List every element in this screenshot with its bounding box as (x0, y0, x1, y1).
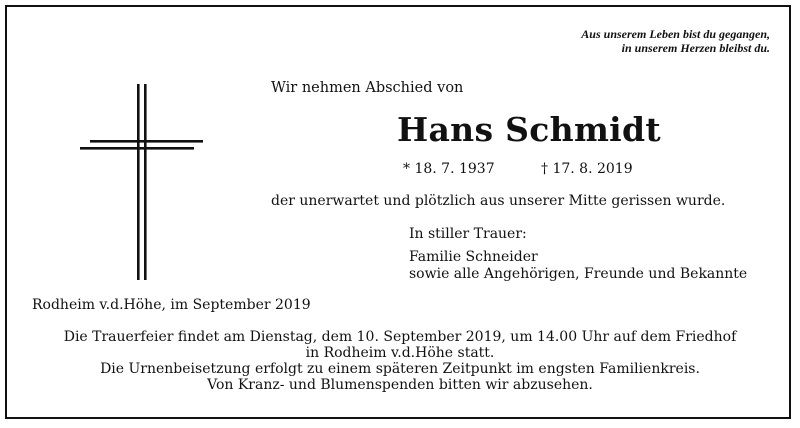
passing-text: der unerwartet und plötzlich aus unserer Mitte gerissen wurde. (271, 193, 726, 209)
cross-horizontal-beam-top (90, 140, 203, 143)
notice-line-4: Von Kranz- und Blumenspenden bitten wir abzusehen. (207, 377, 593, 393)
deceased-name: Hans Schmidt (397, 110, 661, 149)
notice-line-3: Die Urnenbeisetzung erfolgt zu einem späteren Zeitpunkt im engsten Familienkreis. (100, 361, 700, 377)
cross-vertical-beam-right (144, 84, 147, 280)
notice-line-1: Die Trauerfeier findet am Dienstag, dem 10. September 2019, um 14.00 Uhr auf dem Friedhof (63, 329, 737, 345)
funeral-notice (20, 329, 780, 393)
mourners-others: sowie alle Angehörigen, Freunde und Bekannte (409, 266, 748, 282)
cross-horizontal-beam-bottom (80, 147, 194, 150)
cross-vertical-beam-left (137, 84, 140, 280)
mourners-family: Familie Schneider (409, 249, 538, 265)
motto (450, 27, 770, 55)
intro-text: Wir nehmen Abschied von (271, 80, 464, 96)
cross-icon (80, 84, 206, 280)
death-date: † 17. 8. 2019 (541, 161, 633, 177)
place-date: Rodheim v.d.Höhe, im September 2019 (32, 297, 311, 313)
birth-date: * 18. 7. 1937 (403, 161, 495, 177)
motto-line-2: in unserem Herzen bleibst du. (621, 41, 770, 55)
notice-line-2: in Rodheim v.d.Höhe statt. (305, 345, 495, 361)
mourners-block (409, 226, 747, 283)
mourners-heading: In stiller Trauer: (409, 226, 527, 242)
motto-line-1: Aus unserem Leben bist du gegangen, (581, 27, 770, 41)
